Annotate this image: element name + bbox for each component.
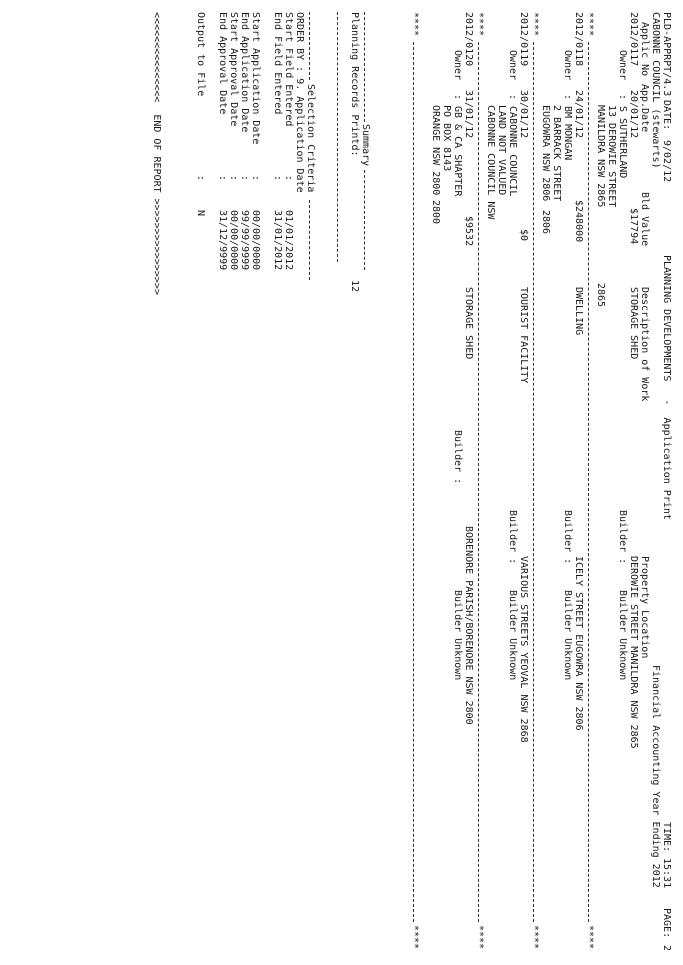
owner-name: : CABONNE COUNCIL <box>507 94 518 197</box>
separator-line <box>413 42 414 922</box>
col-description: Description of Work <box>639 287 650 402</box>
criteria-label: End Application Date <box>239 12 250 133</box>
record-property: BORENORE PARISH/BORENORE NSW 2800 <box>463 526 474 725</box>
summary-rule-left <box>364 12 365 122</box>
criteria-heading: Selection Criteria <box>305 84 316 193</box>
record-app-date: 30/01/12 <box>518 90 529 139</box>
criteria-sep: : <box>217 175 228 182</box>
summary-heading: Summary <box>360 124 371 167</box>
col-property-location: Property Location <box>639 556 650 659</box>
record-bld-value: $248000 <box>573 200 584 243</box>
separator-stars: **** <box>584 925 595 950</box>
col-bld-value: Bld Value <box>639 192 650 247</box>
criteria-order-by: ORDER BY : 9. Application Date <box>294 12 305 193</box>
separator-stars: **** <box>474 12 485 37</box>
separator-line <box>588 42 589 922</box>
col-app-date: App.Date <box>639 84 650 133</box>
builder-name: Builder Unknown <box>507 590 518 681</box>
report-time: 15:31 <box>661 858 672 889</box>
builder-name: Builder Unknown <box>617 590 628 681</box>
owner-address-line: LAND NOT VALUED <box>496 105 507 196</box>
criteria-value: 31/12/9999 <box>217 210 228 271</box>
record-app-date: 31/01/12 <box>463 90 474 139</box>
criteria-value: 00/00/0000 <box>228 210 239 271</box>
criteria-sep: : <box>272 175 283 182</box>
col-applic-no: Applic No <box>639 22 650 77</box>
record-bld-value: $0 <box>518 229 529 242</box>
summary-records-label: Planning Records Printd: <box>349 12 360 157</box>
record-description: DWELLING <box>573 287 584 336</box>
criteria-value: 00/00/0000 <box>250 210 261 271</box>
record-app-date: 20/01/12 <box>628 90 639 139</box>
separator-line <box>533 42 534 922</box>
record-property: DEROWIE STREET MANILDRA NSW 2865 <box>628 556 639 749</box>
owner-address-line: 13 DEROWIE STREET <box>606 105 617 208</box>
end-of-report: <<<<<<<<<<<<<<< END OF REPORT >>>>>>>>>>>>>>>> <box>151 12 162 295</box>
report-date: 9/02/12 <box>661 140 672 183</box>
record-property: VARIOUS STREETS YEOVAL NSW 2868 <box>518 556 529 743</box>
time-label: TIME: <box>661 822 672 853</box>
record-description: TOURIST FACILITY <box>518 287 529 384</box>
owner-address-line: PO BOX 8143 <box>441 105 452 172</box>
owner-name: : GB & CA SHAPTER <box>452 94 463 197</box>
program-id: PLD-APPRPT/4.3 <box>661 12 672 97</box>
output-label: Output to File <box>195 12 206 97</box>
owner-postcode: 2865 <box>595 283 606 308</box>
criteria-sep: : <box>239 175 250 182</box>
page-label: PAGE: <box>661 908 672 939</box>
separator-line <box>478 42 479 922</box>
owner-address-line: EUGOWRA NSW 2806 <box>540 105 551 202</box>
page-number: 2 <box>661 945 672 952</box>
builder-label: Builder : <box>617 510 628 565</box>
record-description: STORAGE SHED <box>628 287 639 360</box>
owner-label: Owner <box>562 50 573 81</box>
criteria-sep: : <box>228 175 239 182</box>
criteria-value: 01/01/2012 <box>283 210 294 271</box>
record-bld-value: $9532 <box>463 216 474 247</box>
output-value: N <box>195 210 206 217</box>
owner-name: : BM MONGAN <box>562 94 573 161</box>
summary-records-count: 12 <box>349 280 360 293</box>
separator-stars: **** <box>584 12 595 37</box>
criteria-sep: : <box>283 175 294 182</box>
report-subtitle: Financial Accounting Year Ending 2012 <box>650 665 661 888</box>
criteria-label: Start Field Entered <box>283 12 294 127</box>
owner-name: : S SUTHERLAND <box>617 94 628 179</box>
record-property: ICELY STREET EUGOWRA NSW 2806 <box>573 556 584 731</box>
owner-label: Owner <box>452 50 463 81</box>
separator-stars: **** <box>474 925 485 950</box>
owner-label: Owner <box>507 50 518 81</box>
criteria-label: End Field Entered <box>272 12 283 115</box>
criteria-rule-right <box>309 200 310 280</box>
criteria-value: 99/99/9999 <box>239 210 250 271</box>
criteria-label: Start Application Date <box>250 12 261 145</box>
record-applic-no: 2012/0118 <box>573 12 584 67</box>
builder-label: Builder : <box>452 430 463 485</box>
council-name: CABONNE COUNCIL (stewarts) <box>650 12 661 169</box>
record-applic-no: 2012/0120 <box>463 12 474 67</box>
record-bld-value: $17794 <box>628 208 639 245</box>
owner-address-line: MANILDRA NSW 2865 <box>595 105 606 208</box>
owner-label: Owner <box>617 50 628 81</box>
record-description: STORAGE SHED <box>463 287 474 360</box>
criteria-sep: : <box>250 175 261 182</box>
owner-address-line: 2 BARRACK STREET <box>551 105 562 202</box>
separator-stars: **** <box>529 12 540 37</box>
separator-stars: **** <box>409 925 420 950</box>
separator-stars: **** <box>529 925 540 950</box>
output-sep: : <box>195 175 206 182</box>
report-title: PLANNING DEVELOPMENTS - Application Print <box>661 255 672 520</box>
summary-rule-bottom <box>337 12 338 262</box>
criteria-label: Start Approval Date <box>228 12 239 127</box>
criteria-rule-left <box>309 12 310 80</box>
criteria-label: End Approval Date <box>217 12 228 115</box>
owner-address-line: ORANGE NSW 2800 <box>430 105 441 196</box>
builder-name: Builder Unknown <box>452 590 463 681</box>
criteria-value: 31/01/2012 <box>272 210 283 271</box>
owner-postcode: 2806 <box>540 210 551 235</box>
summary-rule-right <box>364 170 365 270</box>
owner-postcode: 2800 <box>430 200 441 225</box>
separator-stars: **** <box>409 12 420 37</box>
date-label: DATE: <box>661 100 672 131</box>
record-applic-no: 2012/0119 <box>518 12 529 67</box>
builder-name: Builder Unknown <box>562 590 573 681</box>
record-app-date: 24/01/12 <box>573 90 584 139</box>
builder-label: Builder : <box>562 510 573 565</box>
owner-address-line: CABONNE COUNCIL NSW <box>485 105 496 220</box>
builder-label: Builder : <box>507 510 518 565</box>
record-applic-no: 2012/0117 <box>628 12 639 67</box>
